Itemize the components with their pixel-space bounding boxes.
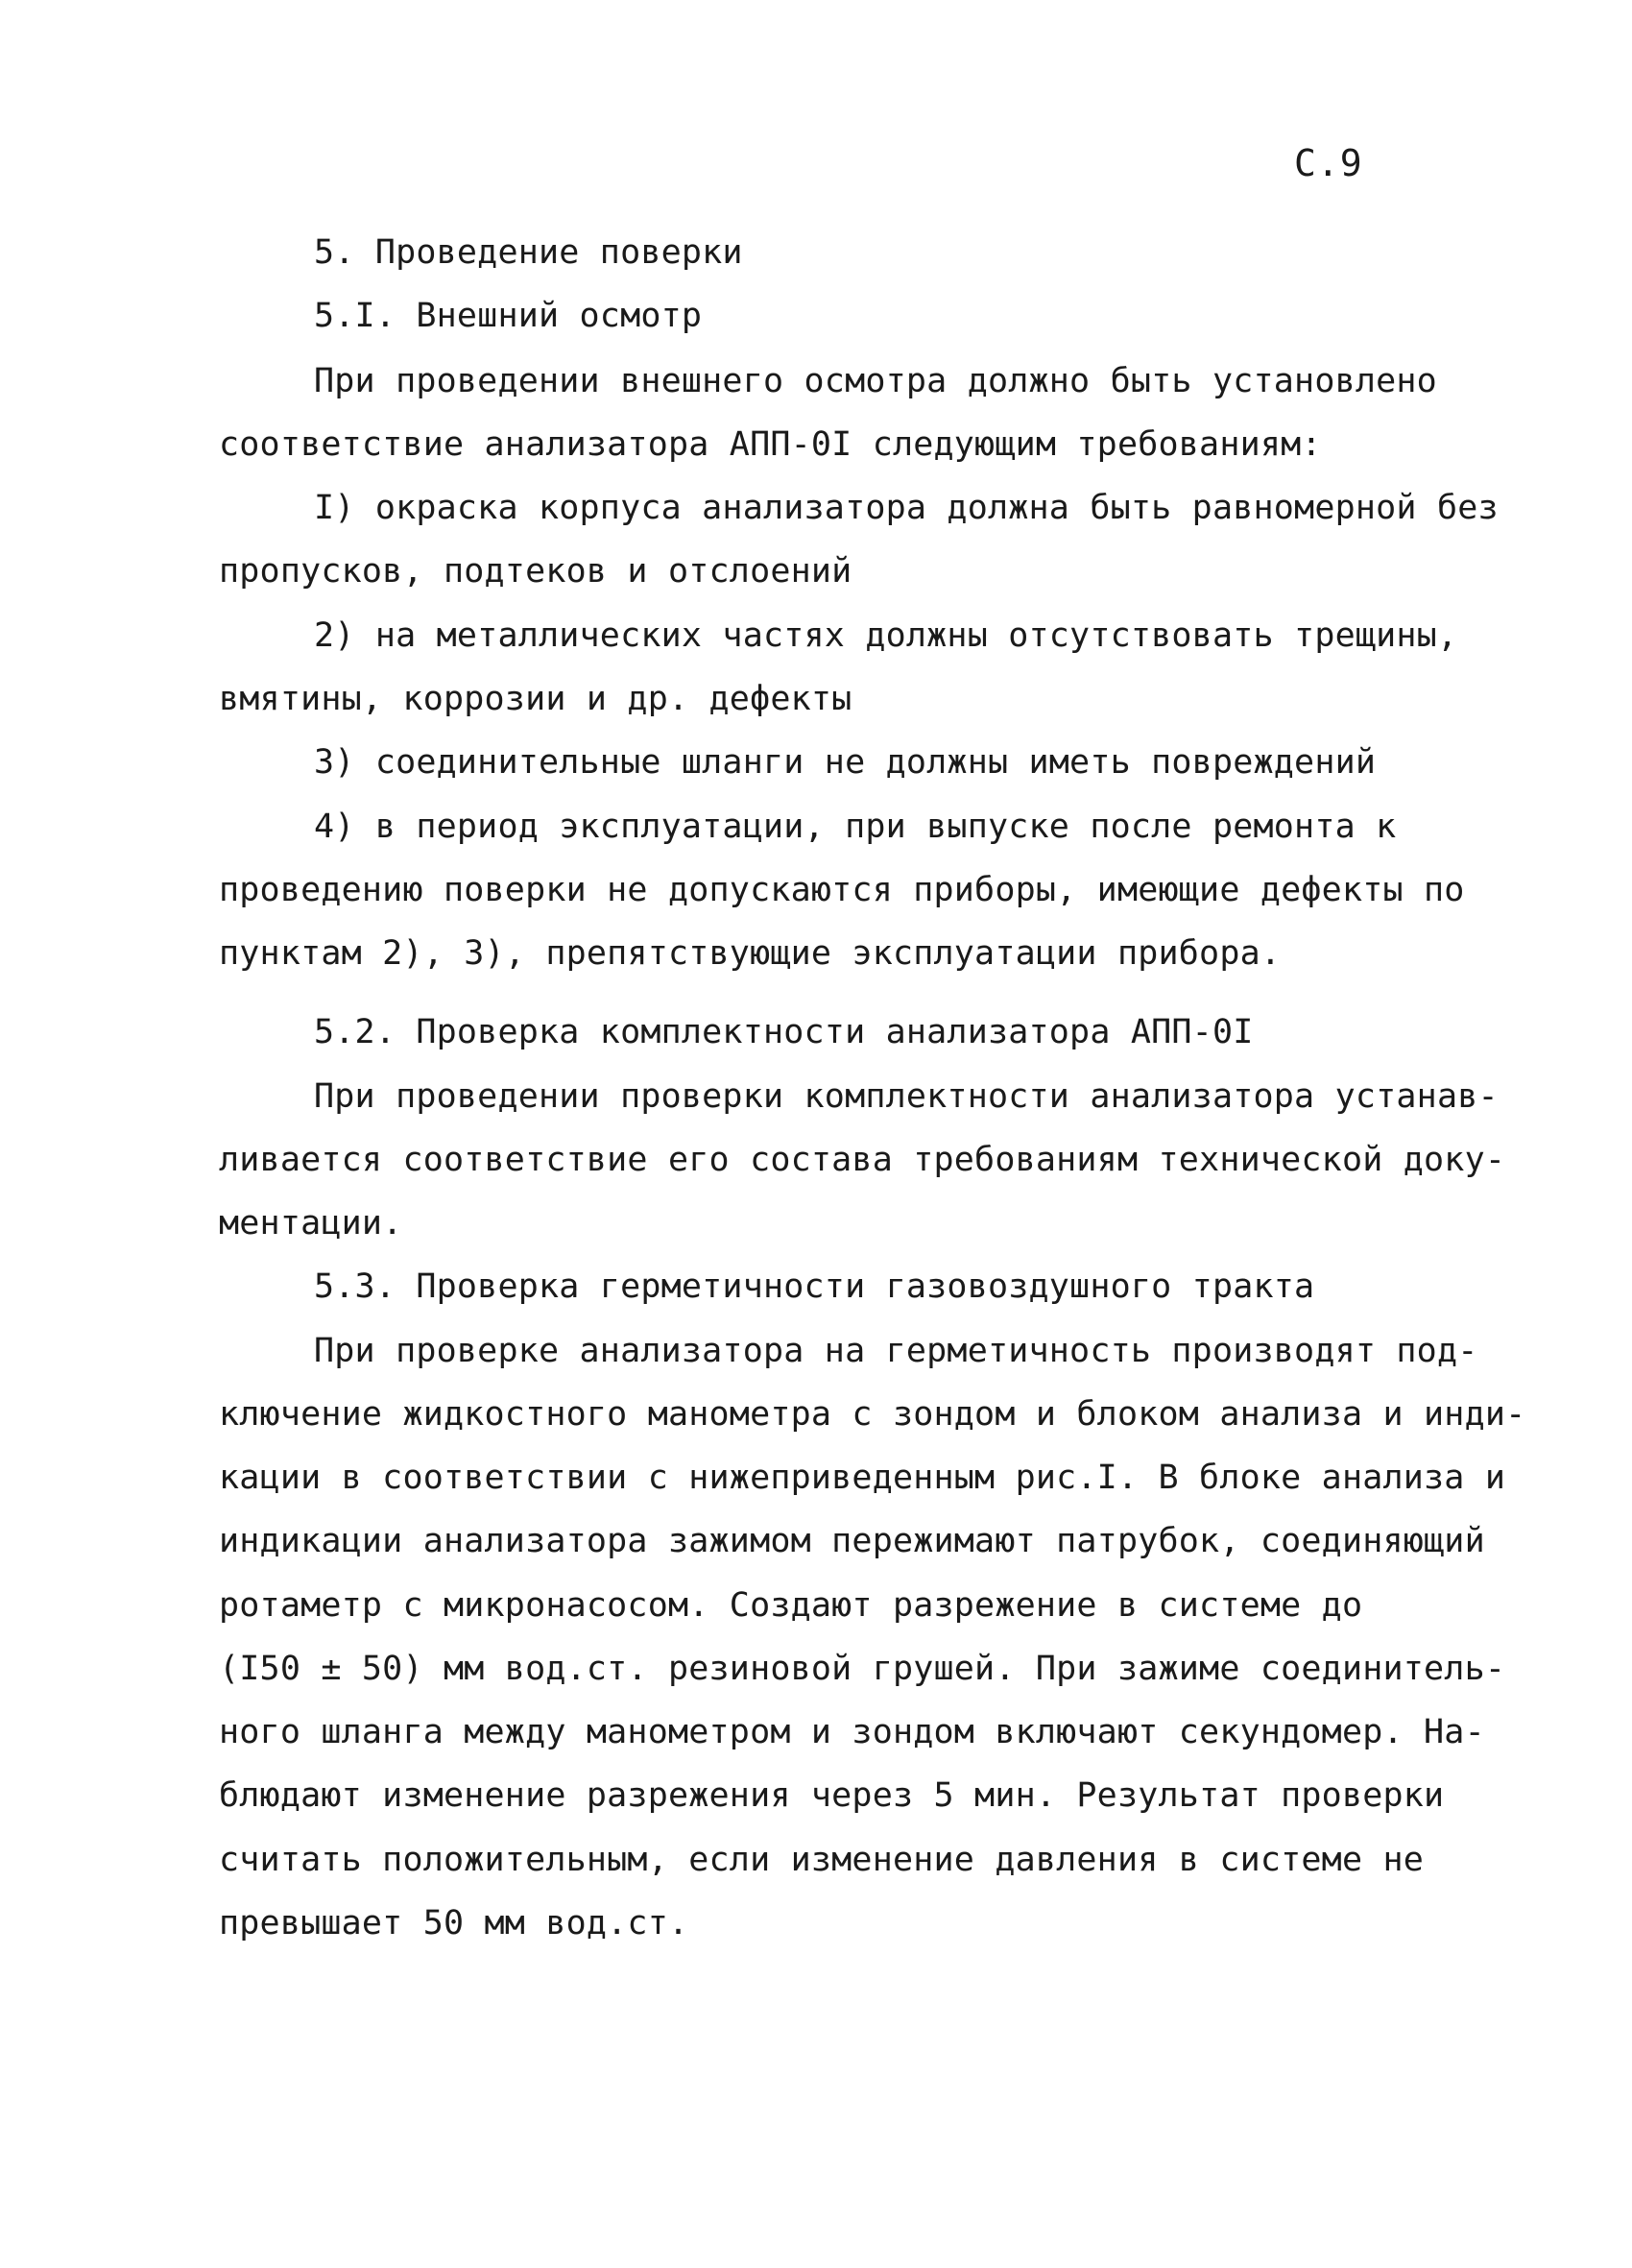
section-heading-5: 5. Проведение поверки: [314, 233, 743, 272]
text-line: считать положительным, если изменение давления в системе не: [219, 1841, 1425, 1879]
text-line: ливается соответствие его состава требованиям технической доку-: [219, 1141, 1506, 1179]
text-line: (I50 ± 50) мм вод.ст. резиновой грушей. При зажиме соединитель-: [219, 1650, 1506, 1688]
text-line: превышает 50 мм вод.ст.: [219, 1904, 689, 1942]
text-line: индикации анализатора зажимом пережимают патрубок, соединяющий: [219, 1522, 1485, 1560]
text-line: ключение жидкостного манометра с зондом и блоком анализа и инди-: [219, 1395, 1526, 1434]
text-line: кации в соответствии с нижеприведенным рис.I. В блоке анализа и: [219, 1459, 1506, 1497]
subsection-heading-5-3: 5.3. Проверка герметичности газовоздушного тракта: [314, 1267, 1315, 1306]
text-line: пропусков, подтеков и отслоений: [219, 552, 852, 591]
list-item-1: I) окраска корпуса анализатора должна быть равномерной без: [314, 489, 1499, 527]
text-line: При проведении проверки комплектности анализатора устанав-: [314, 1077, 1499, 1116]
list-item-2: 2) на металлических частях должны отсутствовать трещины,: [314, 616, 1458, 655]
text-line: При проведении внешнего осмотра должно быть установлено: [314, 362, 1437, 400]
text-line: соответствие анализатора АПП-0I следующим требованиям:: [219, 425, 1322, 464]
subsection-heading-5-2: 5.2. Проверка комплектности анализатора АПП-0I: [314, 1013, 1254, 1051]
text-line: При проверке анализатора на герметичность производят под-: [314, 1332, 1478, 1370]
text-line: вмятины, коррозии и др. дефекты: [219, 680, 852, 718]
text-line: ного шланга между манометром и зондом включают секундомер. На-: [219, 1713, 1485, 1751]
page-number: С.9: [1294, 142, 1363, 184]
subsection-heading-5-1: 5.I. Внешний осмотр: [314, 297, 703, 335]
text-line: ментации.: [219, 1204, 403, 1243]
list-item-3: 3) соединительные шланги не должны иметь повреждений: [314, 743, 1377, 782]
text-line: блюдают изменение разрежения через 5 мин. Результат проверки: [219, 1776, 1445, 1815]
text-line: проведению поверки не допускаются приборы, имеющие дефекты по: [219, 871, 1465, 909]
text-line: ротаметр с микронасосом. Создают разрежение в системе до: [219, 1586, 1363, 1625]
text-line: пунктам 2), 3), препятствующие эксплуатации прибора.: [219, 934, 1282, 973]
list-item-4: 4) в период эксплуатации, при выпуске после ремонта к: [314, 808, 1397, 846]
